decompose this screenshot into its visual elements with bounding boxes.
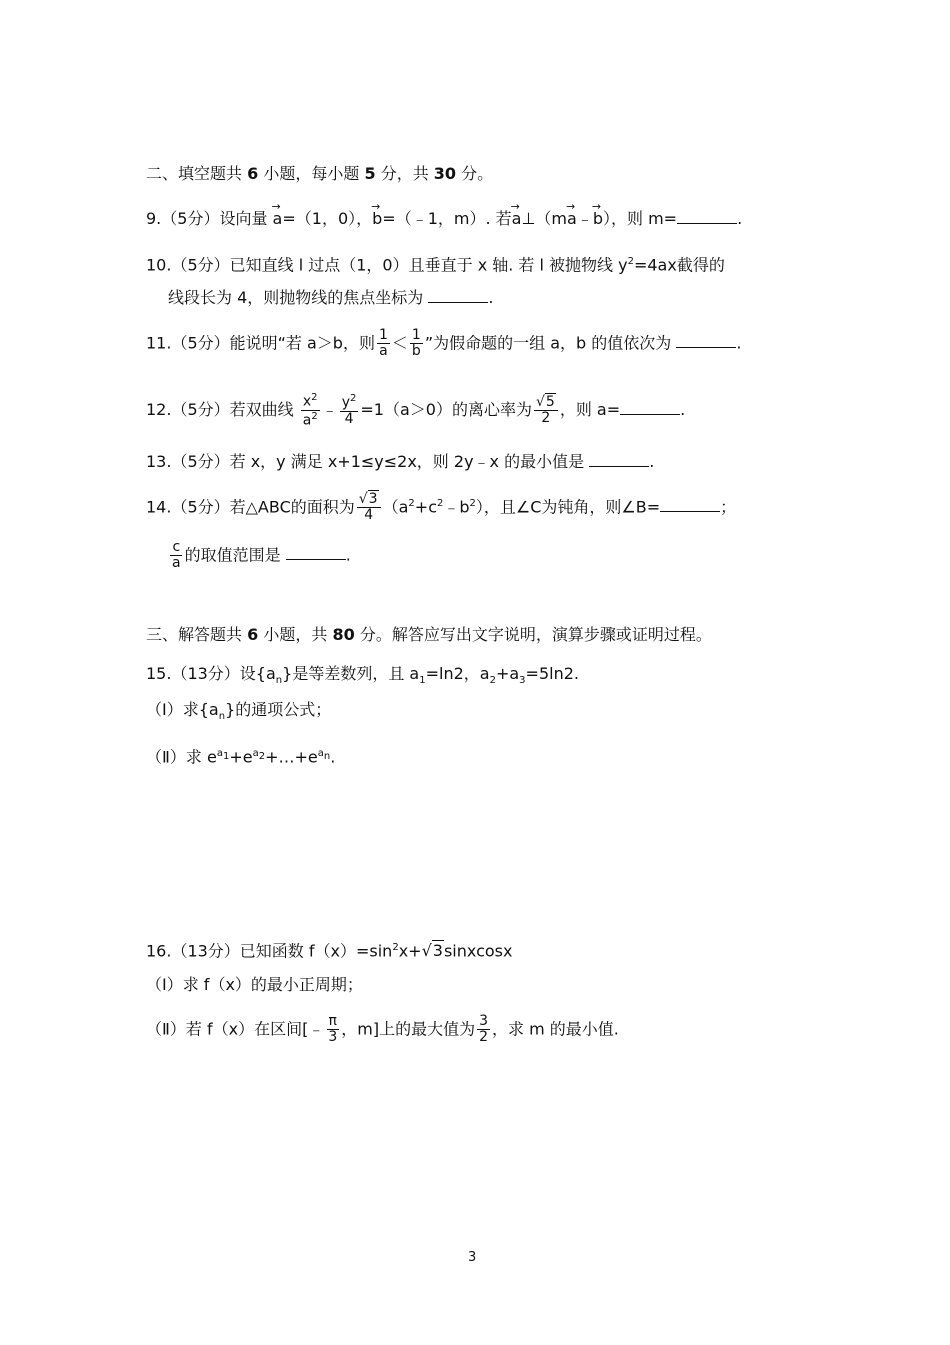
question-14-cont: $\frac{c}{a}$ 的取值范围是 .: [172, 539, 351, 572]
question-16: 16.（13分）已知函数 $f(x)=\sin^2x+√3sinxcosx$: [146, 941, 513, 961]
question-14: 14.（5分）若△ABC的面积为 $\frac{√3}{4}$ $(a^2+c^2﹣b^2)$，且∠C为钝角，则∠B= ；: [146, 491, 737, 524]
question-10: 10.（5分）已知直线 l 过点（1，0）且垂直于 x 轴. 若 l 被抛物线 $y^2=4ax$截得的: [146, 255, 725, 275]
question-16-part-2: （Ⅱ）若 f（x）在区间[﹣ $\frac{\pi}{3}$ ，m]上的最大值为 $\frac{3}{2}$ ，求 m 的最小值.: [146, 1013, 619, 1046]
question-11: 11.（5分）能说明“若 a＞b，则 $\frac{1}{a}$ ＜ $\frac{1}{b}$ ”为假命题的一组 a，b 的值依次为 .: [146, 327, 742, 360]
question-16-part-1: （Ⅰ）求 f（x）的最小正周期；: [146, 975, 363, 994]
section-3-heading: 三、解答题共 6 小题，共 80 分。解答应写出文字说明，演算步骤或证明过程。: [146, 625, 712, 644]
answer-blank: [677, 209, 737, 224]
question-15: 15.（13分）设$\{a_n\}$是等差数列，且 $a_1=\ln 2$，$a_2+a_3=5\ln 2$.: [146, 664, 579, 687]
question-15-part-2: （Ⅱ）求 $e^{a_1}+e^{a_2}+\dots+e^{a_n}$.: [146, 747, 336, 767]
answer-blank: [589, 452, 649, 467]
question-15-part-1: （Ⅰ）求$\{a_n\}$的通项公式；: [146, 700, 332, 723]
answer-blank: [286, 545, 346, 560]
question-13: 13.（5分）若 x，y 满足 x+1≤y≤2x，则 2y﹣x 的最小值是 .: [146, 452, 655, 471]
section-2-heading: 二、填空题共 6 小题，每小题 5 分，共 30 分。: [146, 164, 494, 183]
question-10-cont: 线段长为 4，则抛物线的焦点坐标为 .: [168, 288, 494, 307]
page-number: 3: [468, 1250, 477, 1265]
answer-blank: [428, 288, 488, 303]
question-9: 9.（5分）设向量 → a=（1，0），→ b=（﹣1，m）. 若→ a⊥（m→ a﹣→ b），则 m= .: [146, 207, 742, 231]
answer-blank: [660, 497, 720, 512]
question-12: 12.（5分）若双曲线 $\frac{x^2}{a^2}$ ﹣ $\frac{y^2}{4}$ =1（a＞0）的离心率为 $\frac{√5}{2}$ ，则 a= .: [146, 392, 686, 429]
answer-blank: [676, 333, 736, 348]
answer-blank: [620, 400, 680, 415]
